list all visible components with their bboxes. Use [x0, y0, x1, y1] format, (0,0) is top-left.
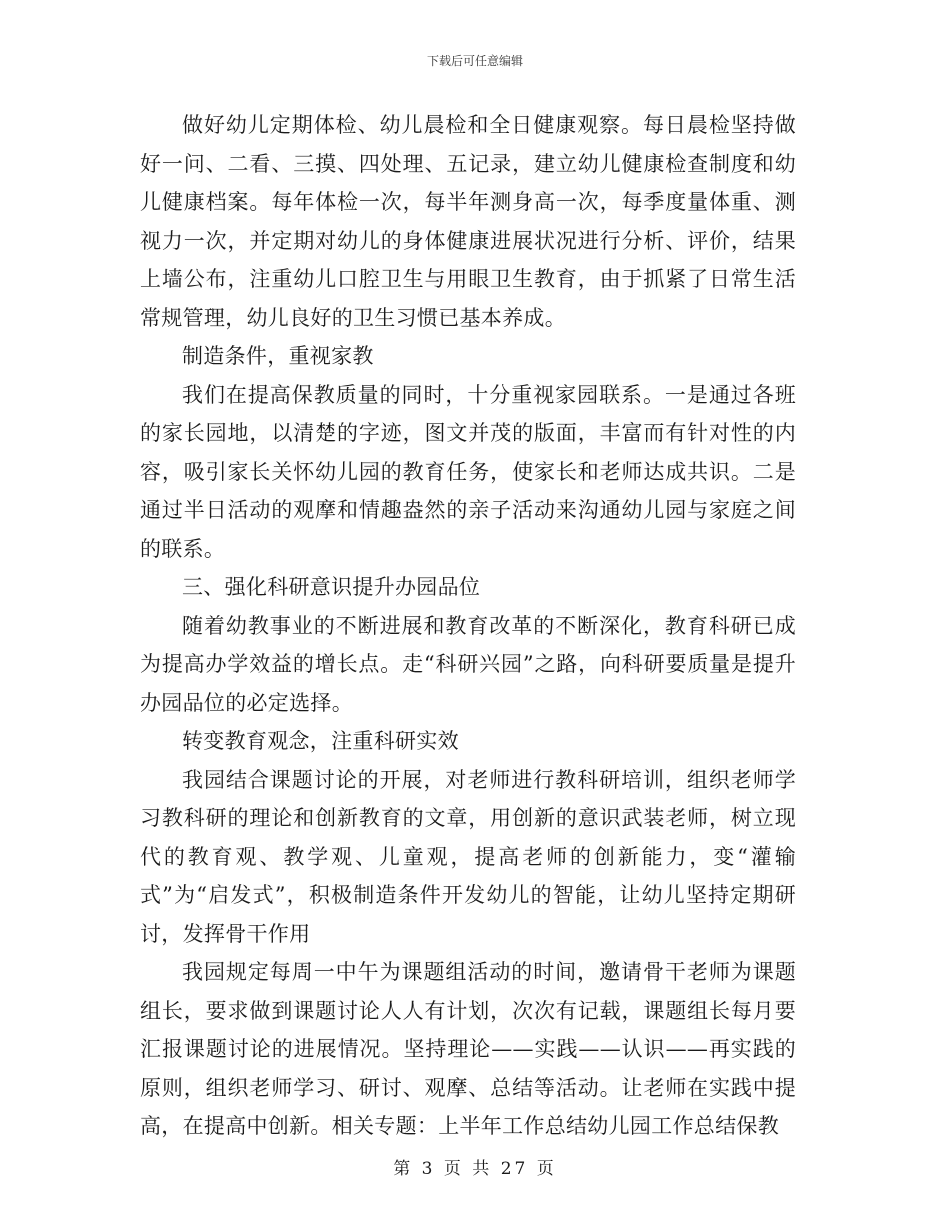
paragraph-teacher-training: 我园结合课题讨论的开展，对老师进行教科研培训，组织老师学习教科研的理论和创新教育的文章，用创新的意识武装老师，树立现代的教育观、教学观、儿童观，提高老师的创新能力，变“灌输式”为“启发式”，积极制造条件开发幼儿的智能，让幼儿坚持定期研讨，发挥骨干作用	[140, 767, 796, 946]
paragraph-health-check: 做好幼儿定期体检、幼儿晨检和全日健康观察。每日晨检坚持做好一问、二看、三摸、四处理、五记录，建立幼儿健康检查制度和幼儿健康档案。每年体检一次，每半年测身高一次，每季度量体重、测视力一次，并定期对幼儿的身体健康进展状况进行分析、评价，结果上墙公布，注重幼儿口腔卫生与用眼卫生教育，由于抓紧了日常生活常规管理，幼儿良好的卫生习惯已基本养成。	[140, 113, 796, 330]
paragraph-research-group: 我园规定每周一中午为课题组活动的时间，邀请骨干老师为课题组长，要求做到课题讨论人人有计划，次次有记载，课题组长每月要汇报课题讨论的进展情况。坚持理论——实践——认识——再实践的原则，组织老师学习、研讨、观摩、总结等活动。让老师在实践中提高，在提高中创新。相关专题：上半年工作总结幼儿园工作总结保教	[140, 960, 796, 1138]
paragraph-research-growth: 随着幼教事业的不断进展和教育改革的不断深化，教育科研已成为提高办学效益的增长点。走“科研兴园”之路，向科研要质量是提升办园品位的必定选择。	[140, 613, 796, 715]
page-header: 下载后可任意编辑	[426, 54, 523, 68]
heading-research-awareness: 三、强化科研意识提升办园品位	[182, 575, 481, 599]
heading-education-concept: 转变教育观念，注重科研实效	[182, 729, 459, 753]
page-number: 第 3 页 共 27 页	[393, 1159, 557, 1179]
document-body	[140, 106, 796, 1146]
heading-family-education: 制造条件，重视家教	[182, 344, 374, 368]
paragraph-home-school-contact: 我们在提高保教质量的同时，十分重视家园联系。一是通过各班的家长园地，以清楚的字迹，图文并茂的版面，丰富而有针对性的内容，吸引家长关怀幼儿园的教育任务，使家长和老师达成共识。二是通过半日活动的观摩和情趣盎然的亲子活动来沟通幼儿园与家庭之间的联系。	[140, 382, 796, 561]
